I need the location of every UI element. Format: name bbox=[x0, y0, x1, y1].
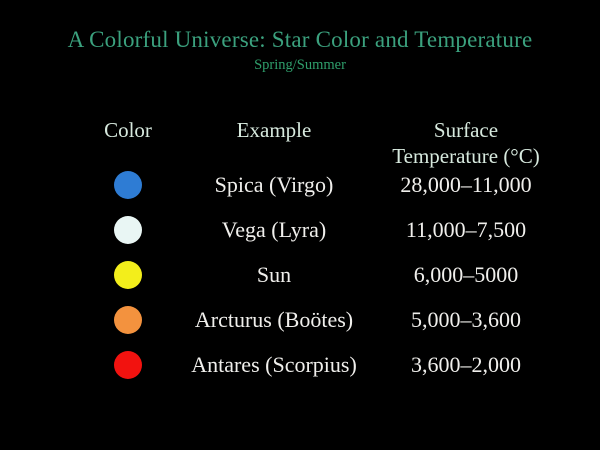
slide-subtitle: Spring/Summer bbox=[254, 57, 346, 73]
table-row-arcturus-swatch-cell bbox=[58, 297, 198, 342]
star-temperature-value: 28,000–11,000 bbox=[400, 171, 532, 197]
star-temperature-value: 11,000–7,500 bbox=[405, 216, 527, 242]
star-color-swatch-white bbox=[114, 216, 142, 244]
star-example-label: Spica (Virgo) bbox=[214, 171, 334, 197]
column-header-surface-temperature-line1: Surface bbox=[433, 118, 499, 142]
table-row-antares-swatch-cell bbox=[58, 342, 198, 387]
table-row-vega-swatch-cell bbox=[58, 207, 198, 252]
star-example-label: Vega (Lyra) bbox=[221, 216, 327, 242]
star-color-swatch-red bbox=[114, 351, 142, 379]
star-color-table bbox=[58, 117, 582, 387]
star-color-swatch-orange bbox=[114, 306, 142, 334]
star-temperature-value: 5,000–3,600 bbox=[411, 306, 521, 332]
star-example-label: Sun bbox=[256, 261, 292, 287]
star-temperature-value: 3,600–2,000 bbox=[411, 351, 521, 377]
column-header-color: Color bbox=[104, 118, 152, 142]
column-header-example: Example bbox=[236, 118, 312, 142]
star-temperature-value: 6,000–5000 bbox=[413, 261, 519, 287]
star-color-swatch-yellow bbox=[114, 261, 142, 289]
star-example-label: Antares (Scorpius) bbox=[191, 351, 357, 377]
table-row-spica-swatch-cell bbox=[58, 162, 198, 207]
star-example-label: Arcturus (Boötes) bbox=[194, 306, 354, 332]
slide-title: A Colorful Universe: Star Color and Temperature bbox=[67, 27, 533, 52]
star-color-swatch-blue bbox=[114, 171, 142, 199]
table-row-sun-swatch-cell bbox=[58, 252, 198, 297]
column-header-surface-temperature-line2: Temperature (°C) bbox=[392, 144, 540, 168]
